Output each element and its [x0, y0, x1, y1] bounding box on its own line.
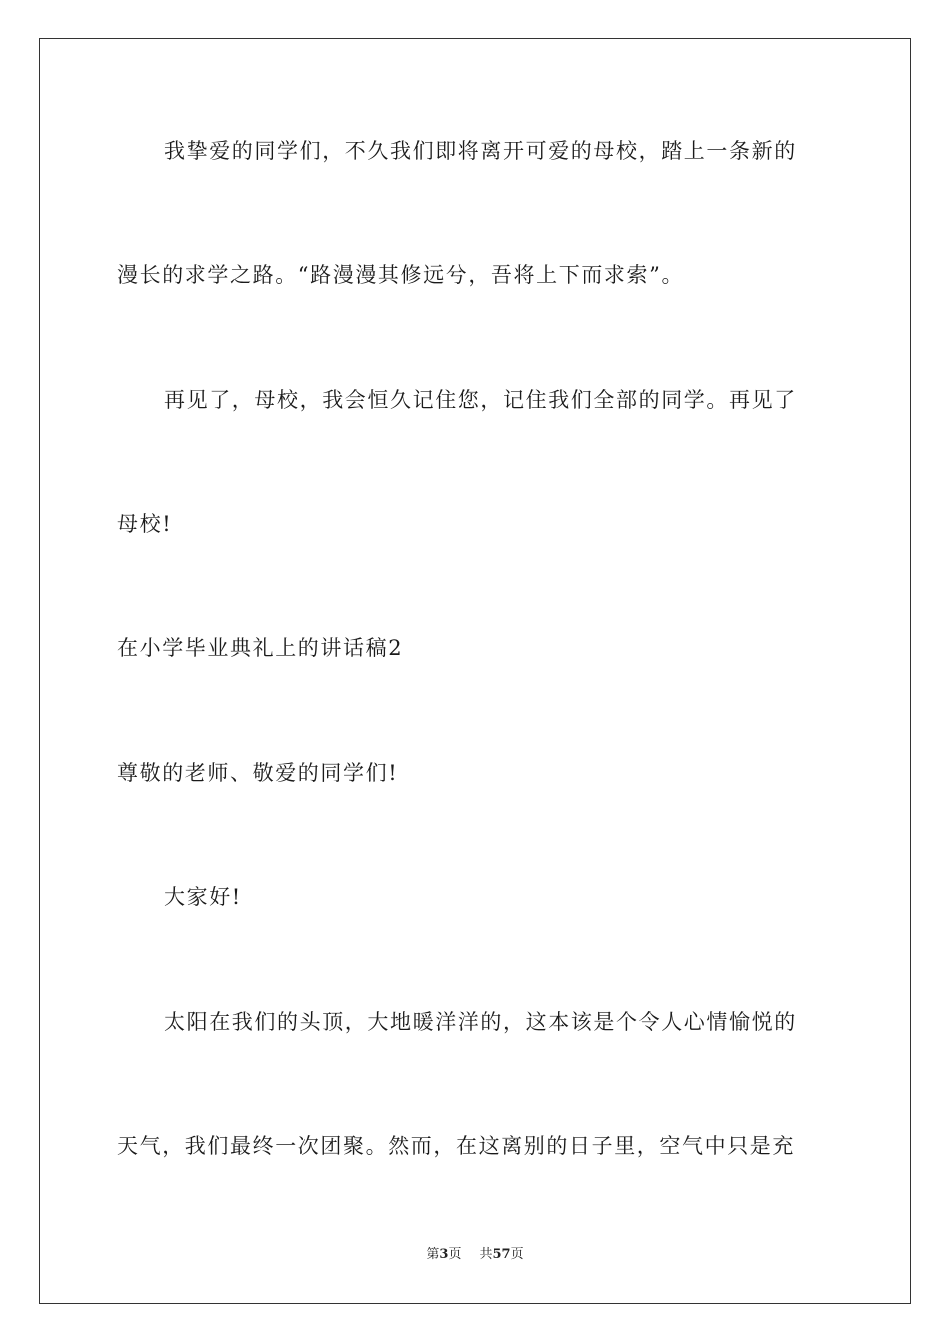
paragraph-line: 母校! — [117, 512, 173, 536]
footer-page-number: 3 — [439, 1247, 449, 1262]
page-border — [39, 38, 911, 1304]
page-footer — [0, 1246, 950, 1264]
footer-page-suffix: 页 — [448, 1247, 462, 1262]
greeting: 大家好! — [164, 885, 242, 909]
paragraph-line: 漫长的求学之路。“路漫漫其修远兮，吾将上下而求索”。 — [117, 263, 685, 287]
section-heading: 在小学毕业典礼上的讲话稿2 — [117, 636, 404, 660]
footer-total-pages: 57 — [492, 1247, 511, 1262]
footer-total-suffix: 页 — [510, 1247, 524, 1262]
paragraph-line: 再见了，母校，我会恒久记住您，记住我们全部的同学。再见了 — [164, 388, 797, 412]
paragraph-line: 太阳在我们的头顶，大地暖洋洋的，这本该是个令人心情愉悦的 — [164, 1010, 797, 1034]
salutation: 尊敬的老师、敬爱的同学们! — [117, 761, 399, 785]
paragraph-line: 我挚爱的同学们，不久我们即将离开可爱的母校，踏上一条新的 — [164, 139, 797, 163]
paragraph-line: 天气，我们最终一次团聚。然而，在这离别的日子里，空气中只是充 — [117, 1134, 795, 1158]
footer-total-prefix: 共 — [479, 1247, 493, 1262]
footer-page-prefix: 第 — [426, 1247, 440, 1262]
